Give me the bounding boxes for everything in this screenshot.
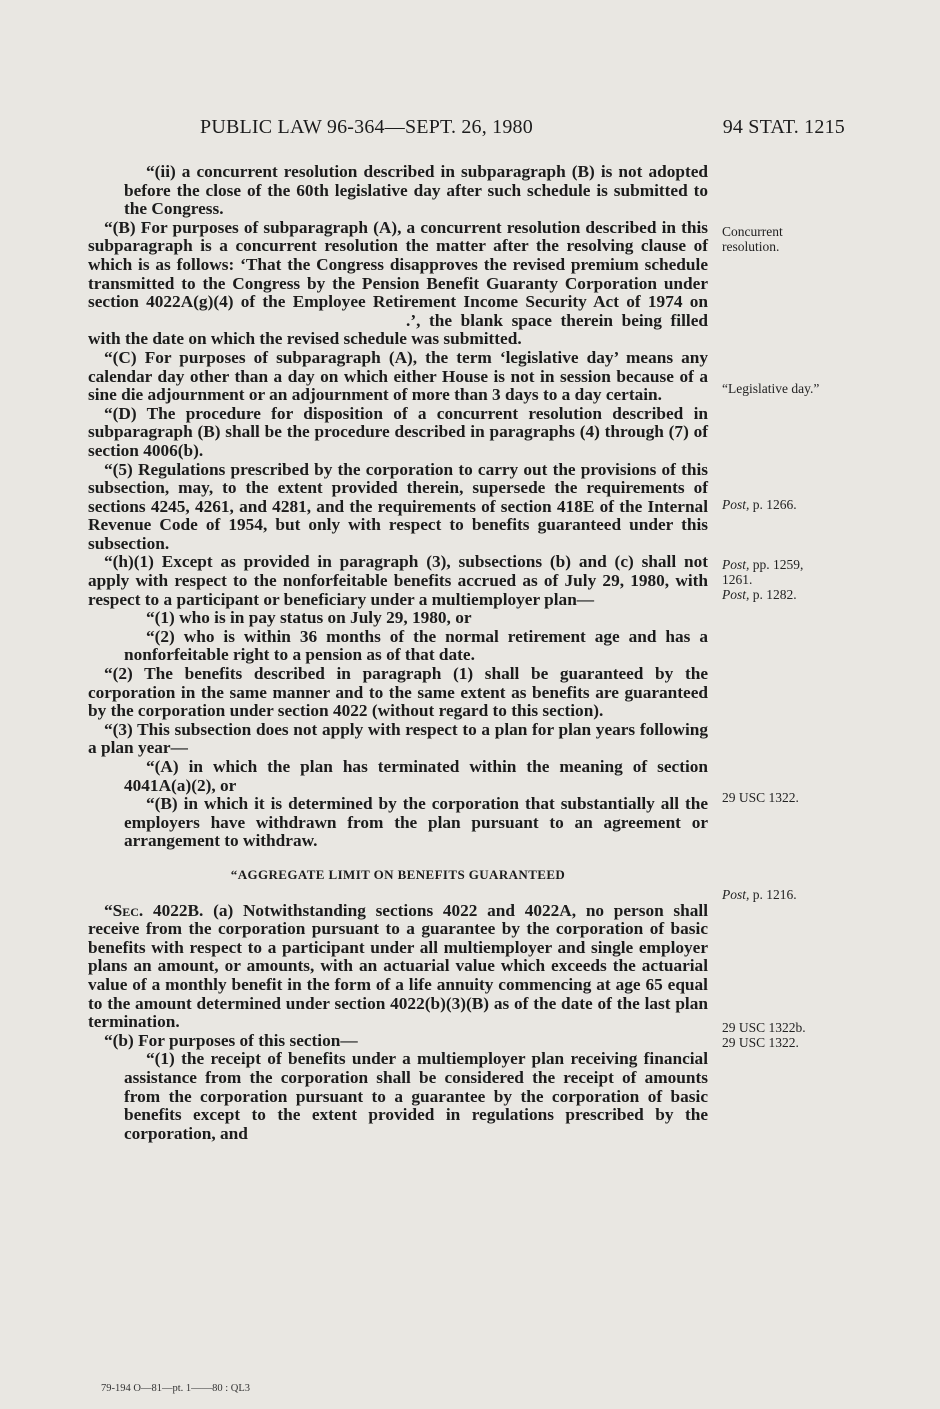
post-label: Post, [722, 497, 750, 512]
section-4022B-a [88, 902, 708, 1032]
running-header [90, 116, 845, 144]
section-heading: “AGGREGATE LIMIT ON BENEFITS GUARANTEED [230, 866, 566, 882]
post-page: p. 1266. [749, 497, 797, 512]
header-stat-page: 94 STAT. 1215 [722, 116, 845, 138]
paragraph-h3-B: “(B) in which it is determined by the corporation that substantially all the employers have withdrawn from the plan pursuant to an agreement or arrangement to withdraw. [124, 794, 708, 851]
post-label: Post, [722, 587, 750, 602]
margin-note-usc-1322: 29 USC 1322. [722, 790, 799, 805]
paragraph-5: “(5) Regulations prescribed by the corporation to carry out the provisions of this subsection, may, to the extent provided therein, supersede the requirements of sections 4245, 4261, and 4281, and the requirements of section 418E of the Internal Revenue Code of 1954, but only with respect to benefits guaranteed under this subsection. [88, 459, 708, 553]
sec-label: “Sec. [104, 900, 144, 920]
section-4022B-a-text: 4022B. (a) Notwithstanding sections 4022 and 4022A, no person shall receive from the corporation pursuant to a guarantee by the corporation of basic benefits with respect to a participant under all multiemployer and single employer plans an amount, or amounts, with an actuarial value which exceeds the actuarial value of a monthly benefit in the form of a life annuity commencing at age 65 equal to the amount determined under section 4022(b)(3)(B) as of the date of the last plan termination. [88, 900, 708, 1032]
paragraph-B-text: “(B) For purposes of subparagraph (A), a concurrent resolution described in this subparagraph is a concurrent resolution the matter after the resolving clause of which is as follows: ‘That the Congress disapproves the revised premium schedule transmitted to the Congress by the Pension Benefit Guaranty Corporation under section 4022A(g)(4) of the Employee Retirement Income Security Act of 1974 on [88, 217, 708, 312]
post-label: Post, [722, 557, 750, 572]
paragraph-ii: “(ii) a concurrent resolution described in subparagraph (B) is not adopted before the close of the 60th legislative day after such schedule is submitted to the Congress. [124, 162, 708, 219]
paragraph-B [88, 219, 708, 349]
post-page: p. 1216. [749, 887, 797, 902]
post-page: pp. 1259, 1261. [722, 557, 804, 587]
paragraph-h2: “(2) The benefits described in paragraph (1) shall be guaranteed by the corporation in the same manner and to the same extent as benefits are guaranteed by the corporation under section 4022 (without regard to this section). [88, 664, 708, 721]
section-4022B-b-1: “(1) the receipt of benefits under a multiemployer plan receiving financial assistance from the corporation shall be considered the receipt of amounts from the corporation pursuant to a guarantee by the corporation of basic benefits except to the extent provided in regulations prescribed by the corporation, and [124, 1049, 708, 1143]
margin-note-legislative-day: “Legislative day.” [722, 381, 820, 396]
margin-note-post-1282 [722, 587, 797, 602]
paragraph-D: “(D) The procedure for disposition of a concurrent resolution described in subparagraph (B) shall be the procedure described in paragraphs (4) through (7) of section 4006(b). [88, 403, 708, 460]
margin-note-usc-1322b: 29 USC 1322b. [722, 1020, 806, 1035]
paragraph-C: “(C) For purposes of subparagraph (A), the term ‘legislative day’ means any calendar day other than a day on which either House is not in session because of a sine die adjournment or an adjournment of more than 3 days to a day certain. [88, 347, 708, 405]
margin-note-post-1216 [722, 887, 797, 902]
paragraph-h1: “(h)(1) Except as provided in paragraph (3), subsections (b) and (c) shall not apply with respect to the nonforfeitable benefits accrued as of July 29, 1980, with respect to a participant or beneficiary under a multiemployer plan— [88, 552, 708, 609]
paragraph-h1-1: “(1) who is in pay status on July 29, 1980, or [146, 608, 472, 628]
paragraph-h3-A: “(A) in which the plan has terminated within the meaning of section 4041A(a)(2), or [124, 757, 708, 795]
paragraph-h3: “(3) This subsection does not apply with respect to a plan for plan years following a plan year— [88, 719, 708, 758]
header-title: PUBLIC LAW 96-364—SEPT. 26, 1980 [200, 116, 533, 138]
margin-note-post-1266 [722, 497, 797, 512]
post-page: p. 1282. [749, 587, 797, 602]
section-4022B-b: “(b) For purposes of this section— [104, 1030, 358, 1050]
paragraph-h1-2: “(2) who is within 36 months of the normal retirement age and has a nonforfeitable right to a pension as of that date. [124, 626, 708, 665]
margin-note-post-1259 [722, 557, 832, 587]
statute-body [88, 163, 708, 1143]
paragraph-B-end: .’, the blank space therein being filled with the date on which the revised schedule was submitted. [88, 310, 708, 349]
margin-note-usc-1322-second: 29 USC 1322. [722, 1035, 799, 1050]
print-code-footer: 79-194 O—81—pt. 1——80 : QL3 [101, 1383, 251, 1394]
post-label: Post, [722, 887, 750, 902]
margin-note-concurrent-resolution: Concurrent resolution. [722, 224, 783, 254]
